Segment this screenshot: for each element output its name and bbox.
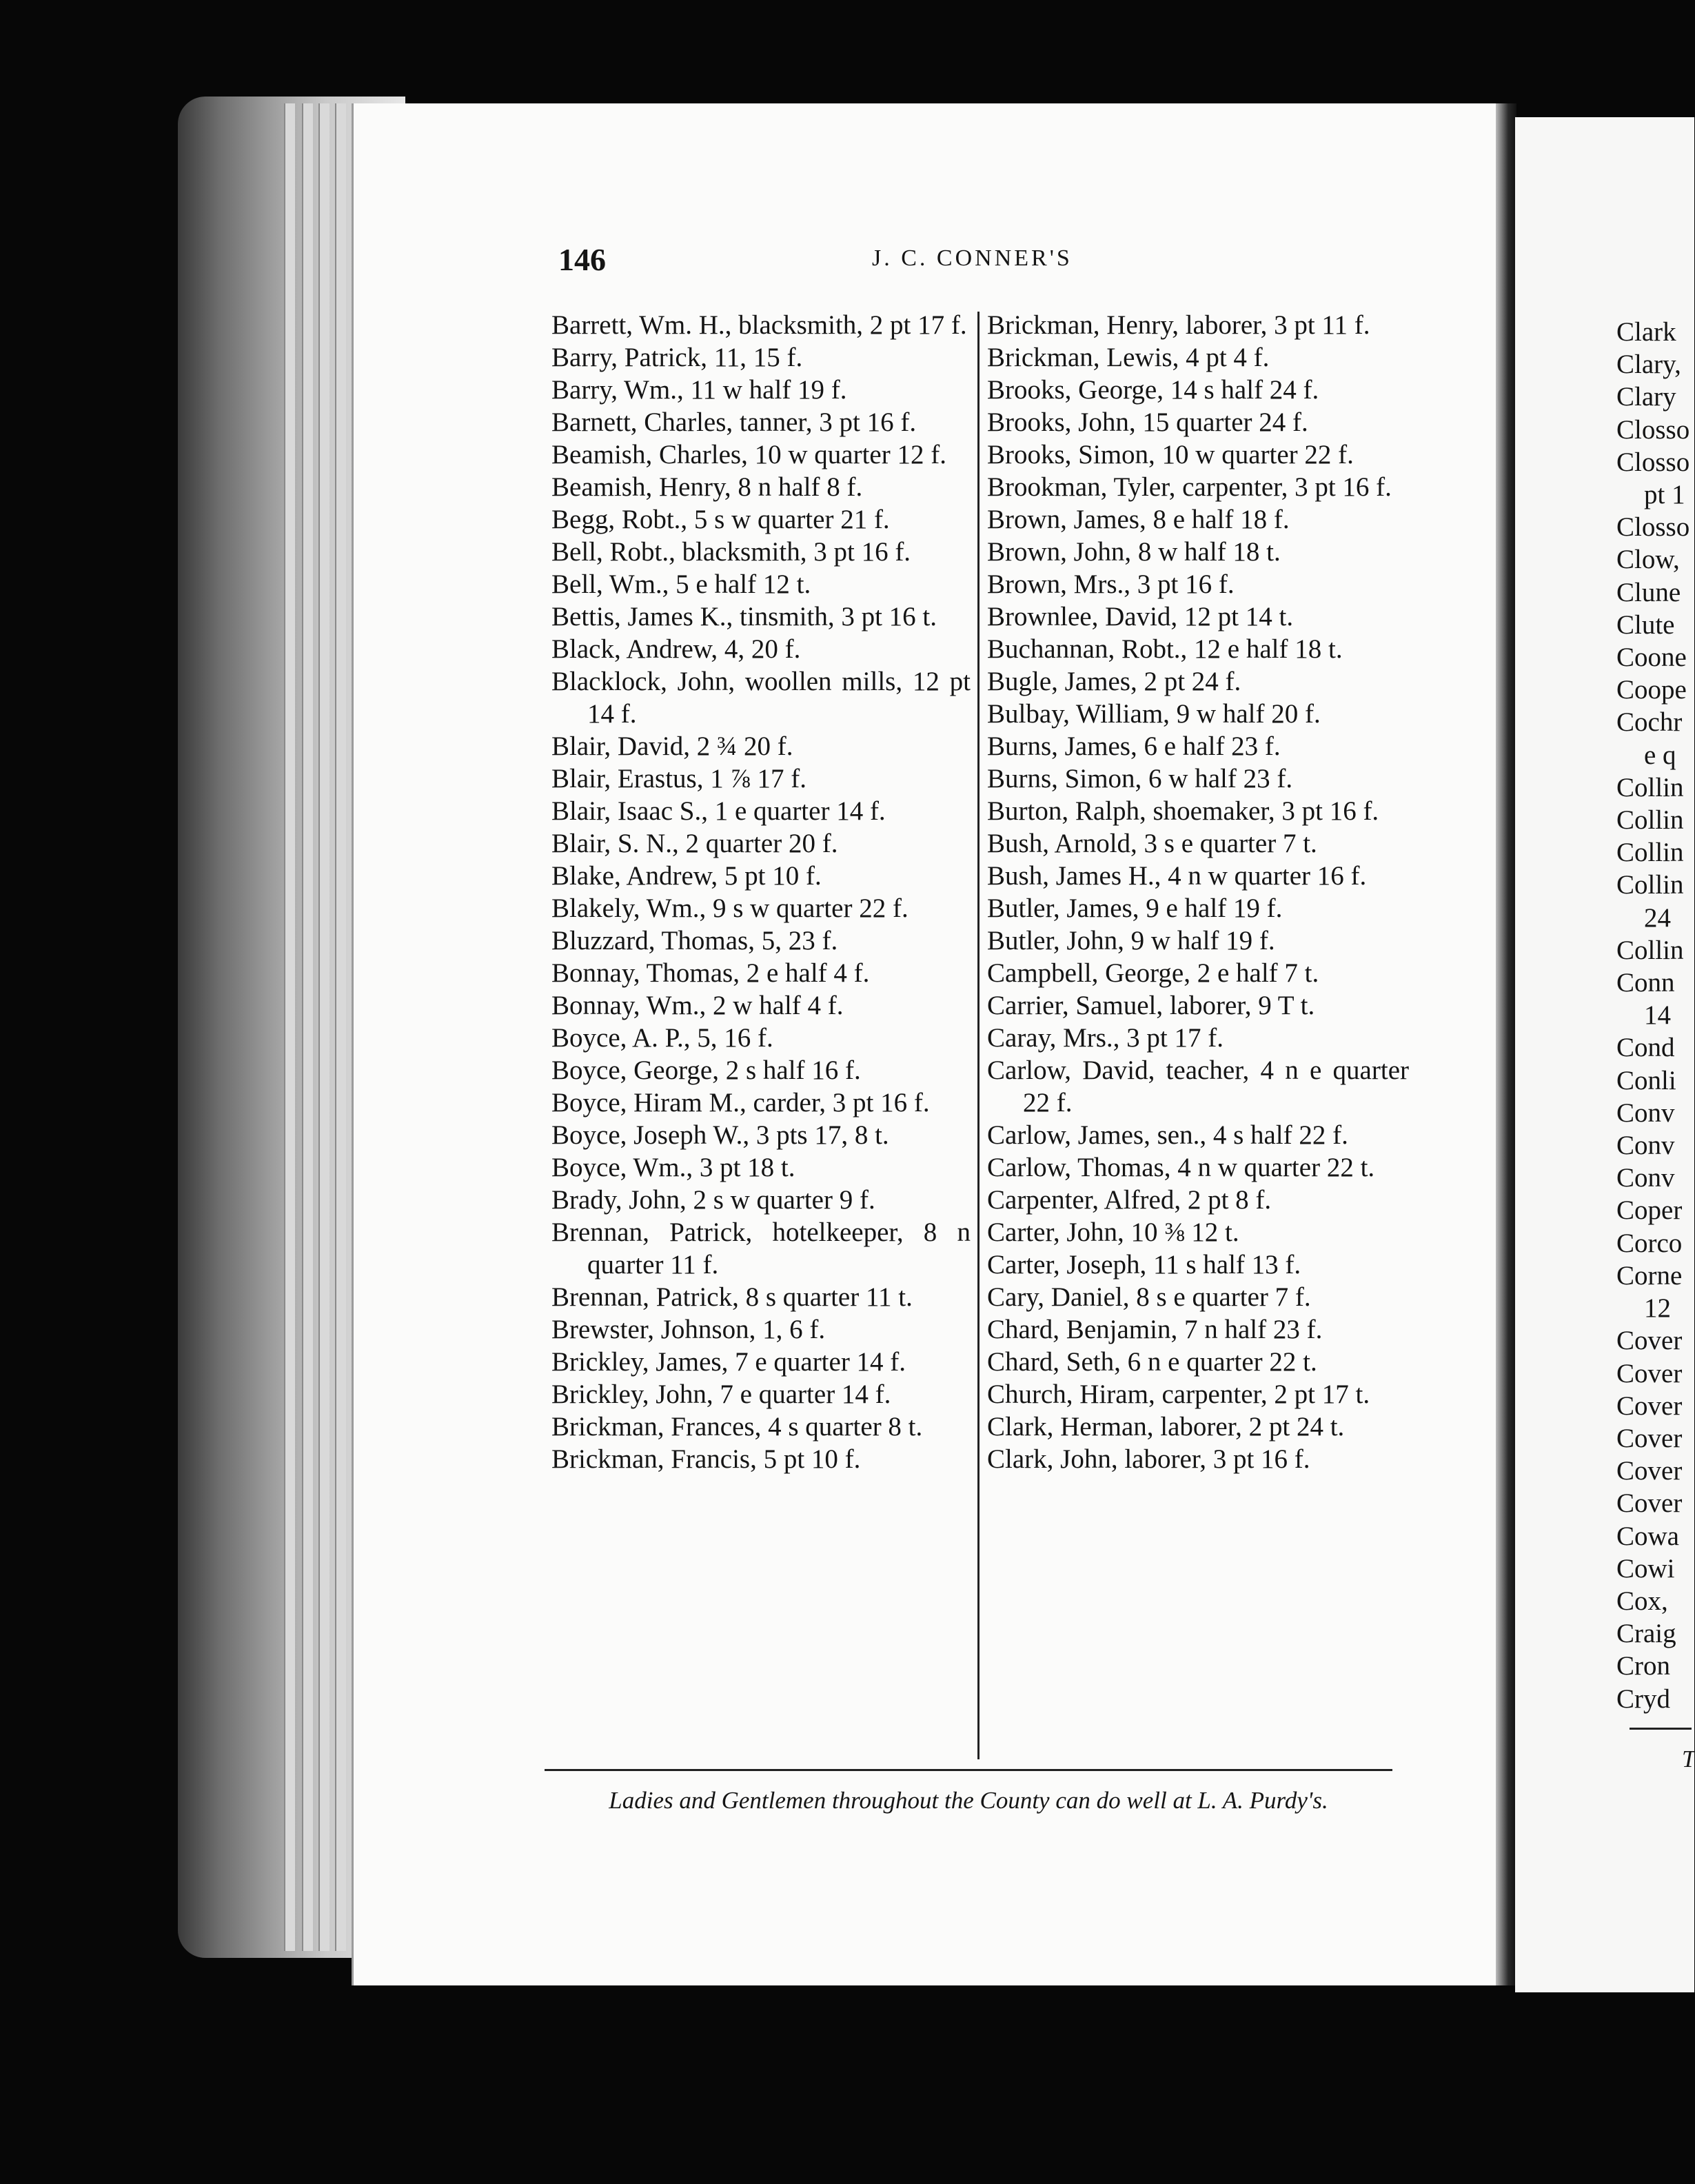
directory-entry: Brooks, George, 14 s half 24 f. <box>987 375 1319 405</box>
right-column <box>987 309 1409 1475</box>
facing-page-entry: Cox, <box>1616 1586 1668 1616</box>
directory-entry: Buchannan, Robt., 12 e half 18 t. <box>987 634 1343 664</box>
directory-entry: Caray, Mrs., 3 pt 17 f. <box>987 1023 1224 1053</box>
directory-entry: Boyce, Wm., 3 pt 18 t. <box>551 1153 795 1182</box>
directory-entry: Carlow, David, teacher, 4 n e quarter 22 f. <box>987 1055 1409 1118</box>
directory-entry: Beamish, Charles, 10 w quarter 12 f. <box>551 440 946 469</box>
page-number: 146 <box>558 242 606 277</box>
directory-entry: Boyce, Hiram M., carder, 3 pt 16 f. <box>551 1088 930 1118</box>
directory-entry: Brookman, Tyler, carpenter, 3 pt 16 f. <box>987 472 1392 502</box>
facing-page-rule <box>1630 1728 1692 1730</box>
directory-entry: Brickman, Frances, 4 s quarter 8 t. <box>551 1412 923 1442</box>
facing-page-entry: Craig <box>1616 1619 1676 1649</box>
directory-entry: Clark, Herman, laborer, 2 pt 24 t. <box>987 1412 1345 1442</box>
directory-entry: Barrett, Wm. H., blacksmith, 2 pt 17 f. <box>551 310 967 340</box>
facing-page-entry: Cron <box>1616 1651 1670 1681</box>
directory-entry: Blakely, Wm., 9 s w quarter 22 f. <box>551 893 909 923</box>
facing-page-entry: Clune <box>1616 577 1681 607</box>
facing-page-entry: 12 <box>1644 1293 1671 1324</box>
facing-page-entry: Collin <box>1616 870 1684 900</box>
directory-entry: Carrier, Samuel, laborer, 9 T t. <box>987 991 1315 1020</box>
directory-entry: Barnett, Charles, tanner, 3 pt 16 f. <box>551 407 917 437</box>
directory-entry: Blair, Isaac S., 1 e quarter 14 f. <box>551 796 886 826</box>
facing-page-entry: Cover <box>1616 1358 1683 1388</box>
facing-page-entry: Coope <box>1616 675 1687 705</box>
facing-page-entry: Collin <box>1616 838 1684 868</box>
directory-entry: Boyce, Joseph W., 3 pts 17, 8 t. <box>551 1120 889 1150</box>
facing-page-entry: Cover <box>1616 1423 1683 1453</box>
facing-page-entry: Cond <box>1616 1033 1675 1063</box>
directory-entry: Bell, Robt., blacksmith, 3 pt 16 f. <box>551 537 911 567</box>
directory-entry: Boyce, George, 2 s half 16 f. <box>551 1055 861 1085</box>
directory-entry: Brickman, Henry, laborer, 3 pt 11 f. <box>987 310 1370 340</box>
facing-page-entry: Clute <box>1616 609 1675 640</box>
directory-entry: Brooks, John, 15 quarter 24 f. <box>987 407 1308 437</box>
directory-entry: Cary, Daniel, 8 s e quarter 7 f. <box>987 1282 1311 1312</box>
page-edge <box>335 103 346 1951</box>
directory-entry: Begg, Robt., 5 s w quarter 21 f. <box>551 505 890 534</box>
facing-page-entry: Clark <box>1616 317 1676 347</box>
directory-entry: Butler, John, 9 w half 19 f. <box>987 926 1275 956</box>
facing-page-entry: 24 <box>1644 902 1671 933</box>
directory-entry: Blair, S. N., 2 quarter 20 f. <box>551 829 838 858</box>
facing-page-entry: 14 <box>1644 1000 1671 1031</box>
directory-entry: Church, Hiram, carpenter, 2 pt 17 t. <box>987 1379 1370 1409</box>
facing-page-entry: Closso <box>1616 512 1690 543</box>
page-edge <box>318 103 329 1951</box>
facing-page-entry: Conli <box>1616 1065 1676 1095</box>
directory-entry: Carlow, Thomas, 4 n w quarter 22 t. <box>987 1153 1375 1182</box>
directory-entry: Bush, James H., 4 n w quarter 16 f. <box>987 861 1367 891</box>
directory-entry: Brennan, Patrick, hotelkeeper, 8 n quarter 11 f. <box>551 1217 971 1280</box>
page-edge <box>302 103 313 1951</box>
column-divider <box>977 312 980 1759</box>
directory-entry: Beamish, Henry, 8 n half 8 f. <box>551 472 863 502</box>
facing-page-entry: Cover <box>1616 1326 1683 1356</box>
left-column <box>551 309 971 1475</box>
directory-entry: Brickman, Francis, 5 pt 10 f. <box>551 1444 861 1474</box>
directory-entry: Blacklock, John, woollen mills, 12 pt 14 f. <box>551 667 971 729</box>
facing-page-entry: Corco <box>1616 1228 1683 1258</box>
footer-rule <box>545 1769 1392 1771</box>
directory-entry: Bettis, James K., tinsmith, 3 pt 16 t. <box>551 602 937 631</box>
directory-entry: Bush, Arnold, 3 s e quarter 7 t. <box>987 829 1317 858</box>
facing-page-entry: Cochr <box>1616 707 1683 738</box>
directory-entry: Brown, Mrs., 3 pt 16 f. <box>987 569 1235 599</box>
directory-entry: Black, Andrew, 4, 20 f. <box>551 634 801 664</box>
directory-entry: Chard, Seth, 6 n e quarter 22 t. <box>987 1347 1317 1377</box>
directory-entry: Bonnay, Thomas, 2 e half 4 f. <box>551 958 870 988</box>
facing-page-entry: Clow, <box>1616 545 1680 575</box>
directory-entry: Brewster, Johnson, 1, 6 f. <box>551 1315 826 1344</box>
facing-page-column <box>1616 316 1690 1715</box>
directory-entry: Barry, Patrick, 11, 15 f. <box>551 343 803 372</box>
directory-entry: Boyce, A. P., 5, 16 f. <box>551 1023 773 1053</box>
facing-page-entry: e q <box>1644 740 1676 770</box>
directory-entry: Brady, John, 2 s w quarter 9 f. <box>551 1185 875 1215</box>
facing-page-entry: Corne <box>1616 1260 1683 1291</box>
directory-entry: Bonnay, Wm., 2 w half 4 f. <box>551 991 844 1020</box>
directory-entry: Burns, James, 6 e half 23 f. <box>987 731 1281 761</box>
book-gutter <box>1496 103 1516 1985</box>
facing-page-footer: T <box>1682 1746 1695 1772</box>
facing-page-entry: Conv <box>1616 1163 1675 1193</box>
facing-page-entry: Cover <box>1616 1456 1683 1486</box>
facing-page-entry: Cowa <box>1616 1521 1679 1551</box>
directory-entry: Brickley, James, 7 e quarter 14 f. <box>551 1347 906 1377</box>
directory-entry: Burns, Simon, 6 w half 23 f. <box>987 764 1293 793</box>
directory-entry: Blair, Erastus, 1 ⅞ 17 f. <box>551 764 806 793</box>
facing-page-entry: Collin <box>1616 772 1684 802</box>
page-edge <box>284 103 295 1951</box>
directory-entry: Bugle, James, 2 pt 24 f. <box>987 667 1241 696</box>
directory-entry: Brennan, Patrick, 8 s quarter 11 t. <box>551 1282 913 1312</box>
directory-entry: Carter, John, 10 ⅜ 12 t. <box>987 1217 1239 1247</box>
facing-page-entry: Clary <box>1616 382 1676 412</box>
facing-page-entry: pt 1 <box>1644 480 1685 510</box>
directory-entry: Carlow, James, sen., 4 s half 22 f. <box>987 1120 1348 1150</box>
facing-page-entry: Coone <box>1616 643 1687 673</box>
directory-entry: Brown, James, 8 e half 18 f. <box>987 505 1290 534</box>
facing-page-entry: Cryd <box>1616 1684 1670 1714</box>
facing-page-entry: Cowi <box>1616 1553 1675 1584</box>
running-head <box>558 241 1406 283</box>
facing-page-entry: Closso <box>1616 414 1690 445</box>
directory-entry: Brooks, Simon, 10 w quarter 22 f. <box>987 440 1354 469</box>
footer-advertisement: Ladies and Gentlemen throughout the County can do well at L. A. Purdy's. <box>609 1787 1328 1814</box>
facing-page-entry: Closso <box>1616 447 1690 477</box>
directory-entry: Chard, Benjamin, 7 n half 23 f. <box>987 1315 1323 1344</box>
directory-entry: Brickman, Lewis, 4 pt 4 f. <box>987 343 1270 372</box>
facing-page-entry: Collin <box>1616 935 1684 965</box>
facing-page-entry: Cover <box>1616 1488 1683 1519</box>
directory-entry: Blair, David, 2 ¾ 20 f. <box>551 731 793 761</box>
directory-entry: Burton, Ralph, shoemaker, 3 pt 16 f. <box>987 796 1379 826</box>
directory-entry: Clark, John, laborer, 3 pt 16 f. <box>987 1444 1310 1474</box>
directory-entry: Brown, John, 8 w half 18 t. <box>987 537 1281 567</box>
directory-entry: Barry, Wm., 11 w half 19 f. <box>551 375 847 405</box>
facing-page-entry: Cover <box>1616 1391 1683 1421</box>
directory-entry: Carter, Joseph, 11 s half 13 f. <box>987 1250 1301 1280</box>
facing-page-entry: Conv <box>1616 1131 1675 1161</box>
facing-page-entry: Coper <box>1616 1195 1683 1226</box>
page-title: J. C. CONNER'S <box>872 245 1073 271</box>
directory-entry: Brickley, John, 7 e quarter 14 f. <box>551 1379 891 1409</box>
directory-entry: Campbell, George, 2 e half 7 t. <box>987 958 1319 988</box>
facing-page-entry: Conn <box>1616 968 1675 998</box>
facing-page-entry: Clary, <box>1616 350 1681 380</box>
directory-entry: Carpenter, Alfred, 2 pt 8 f. <box>987 1185 1272 1215</box>
directory-entry: Brownlee, David, 12 pt 14 t. <box>987 602 1294 631</box>
directory-entry: Bulbay, William, 9 w half 20 f. <box>987 699 1321 729</box>
directory-entry: Bell, Wm., 5 e half 12 t. <box>551 569 811 599</box>
facing-page-entry: Conv <box>1616 1098 1675 1128</box>
facing-page-entry: Collin <box>1616 805 1684 836</box>
directory-entry: Butler, James, 9 e half 19 f. <box>987 893 1283 923</box>
directory-entry: Bluzzard, Thomas, 5, 23 f. <box>551 926 838 956</box>
directory-entry: Blake, Andrew, 5 pt 10 f. <box>551 861 822 891</box>
